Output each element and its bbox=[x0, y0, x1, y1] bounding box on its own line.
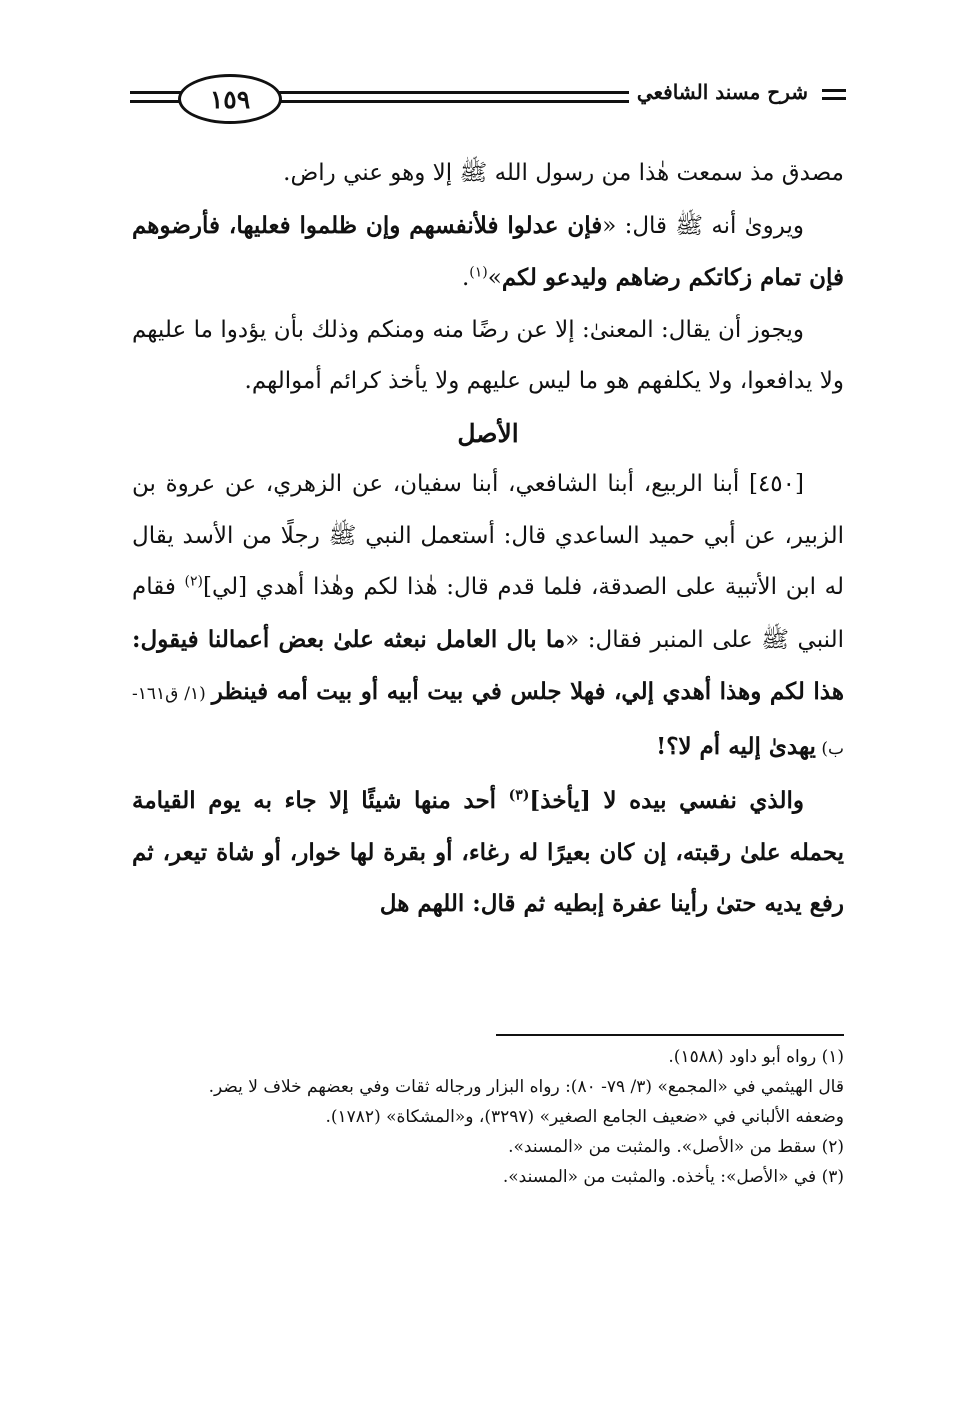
running-title: شرح مسند الشافعي bbox=[629, 80, 816, 104]
footnote-separator bbox=[496, 1034, 844, 1036]
footnotes bbox=[132, 1042, 844, 1192]
text-span: . bbox=[461, 265, 470, 291]
footnote-ref: (٢) bbox=[184, 573, 203, 590]
footnote-ref: (٣) bbox=[508, 787, 530, 804]
footnote-ref: (١) bbox=[469, 264, 488, 281]
footnote: (٢) سقط من «الأصل». والمثبت من «المسند». bbox=[508, 1137, 844, 1157]
paragraph bbox=[132, 200, 844, 305]
main-text bbox=[132, 148, 844, 930]
footnote: (٣) في «الأصل»: يأخذه. والمثبت من «المسند». bbox=[502, 1167, 844, 1187]
text-span: فقام النبي ﷺ على المنبر فقال: « bbox=[132, 574, 844, 653]
page-header bbox=[130, 66, 846, 130]
paragraph: ويجوز أن يقال: المعنىٰ: إلا عن رضًا منه ومنكم وذلك بأن يؤدوا ما عليهم ولا يدافعوا، ولا يكلفهم هو ما ليس عليهم ولا يأخذ كرائم أموالهم. bbox=[132, 316, 844, 394]
footnote: (١) رواه أبو داود (١٥٨٨). bbox=[668, 1047, 844, 1067]
page-number-text: ١٥٩ bbox=[209, 84, 251, 114]
paragraph bbox=[132, 775, 844, 930]
page-number bbox=[178, 74, 282, 124]
footnote: قال الهيثمي في «المجمع» (٣/ ٧٩- ٨٠): رواه البزار ورجاله ثقات وفي بعضهم خلاف لا يضر. bbox=[208, 1077, 844, 1097]
hadith-quote: والذي نفسي بيده لا [يأخذ] bbox=[529, 787, 804, 814]
hadith-quote: فإن عدلوا فلأنفسهم وإن ظلموا فعليها، فأرضوهم فإن تمام زكاتكم رضاهم وليدعو لكم bbox=[132, 211, 844, 291]
hadith-quote: يهدىٰ إليه أم لا؟! bbox=[656, 732, 816, 760]
paragraph: مصدق مذ سمعت هٰذا من رسول الله ﷺ إلا وهو عني راض. bbox=[283, 160, 844, 186]
text-span: [٤٥٠] أبنا الربيع، أبنا الشافعي، أبنا سفيان، عن الزهري، عن عروة بن الزبير، عن أبي حميد الساعدي قال: أستعمل النبي ﷺ رجلًا من الأسد يقال له ابن الأتبية على الصدقة، فلما قدم قال: هٰذا لكم وهٰذا أهدي [لي] bbox=[132, 471, 844, 600]
manuscript-marker: (١/ ق١٦١-ب) bbox=[132, 684, 844, 759]
section-heading: الأصل bbox=[457, 418, 519, 448]
hadith-quote: أحد منها شيئًا إلا جاء به يوم القيامة يحمله علىٰ رقبته، إن كان بعيرًا له رغاء، أو بقرة لها خوار، أو شاة تيعر، ثم رفع يديه حتىٰ رأينا عفرة إبطيه ثم قال: اللهم هل bbox=[132, 787, 844, 917]
text-span: ويروىٰ أنه ﷺ قال: « bbox=[602, 212, 804, 239]
paragraph bbox=[132, 459, 844, 775]
text-span: » bbox=[487, 265, 502, 291]
footnote: وضعفه الألباني في «ضعيف الجامع الصغير» (٣٢٩٧)، و«المشكاة» (١٧٨٢). bbox=[325, 1107, 844, 1127]
title-ornament bbox=[822, 89, 846, 105]
hadith-quote: ما بال العامل نبعثه علىٰ بعض أعمالنا فيقول: هذا لكم وهذا أهدي إلي، فهلا جلس في بيت أبيه أو بيت أمه فينظر bbox=[132, 625, 844, 705]
